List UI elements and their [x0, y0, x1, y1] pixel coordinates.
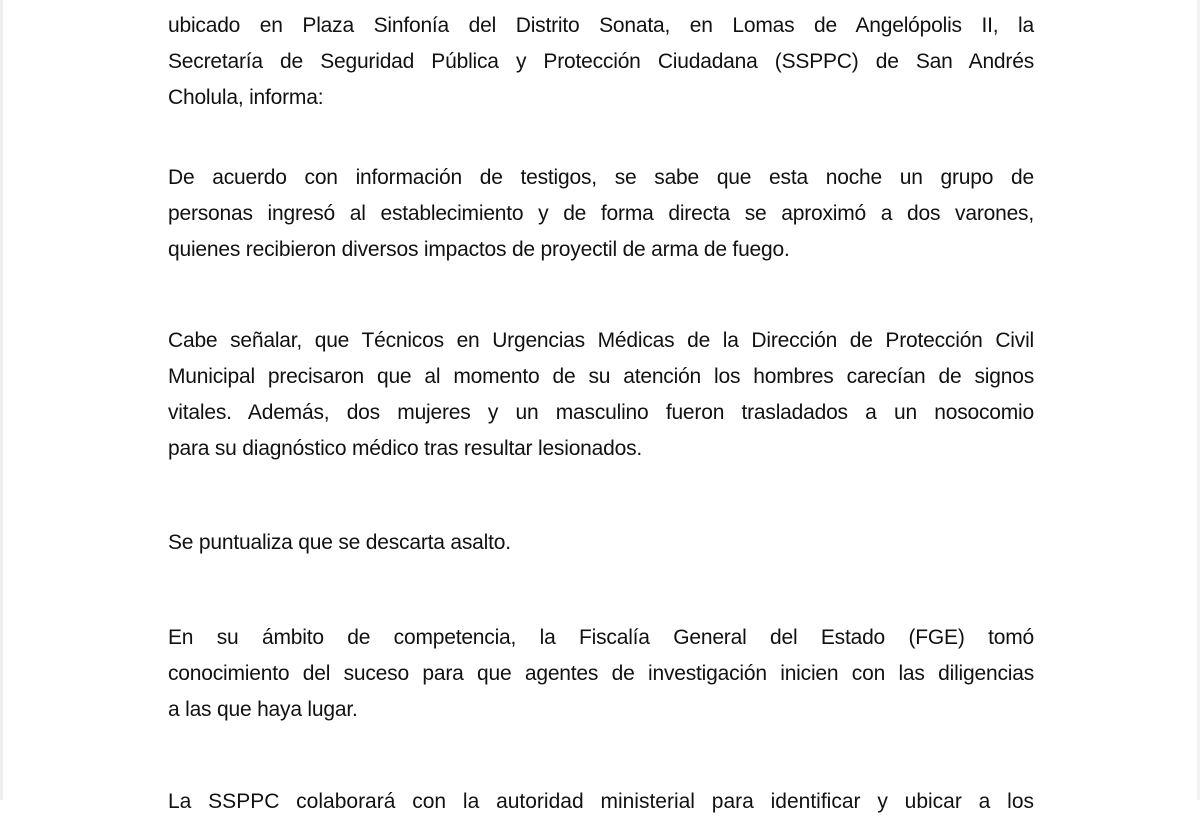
- text-line: para su diagnóstico médico tras resultar lesionados.: [168, 437, 643, 460]
- text-line: personas ingresó al establecimiento y de forma directa se aproximó a dos varones,: [168, 202, 1034, 225]
- cut-off-paragraph: [168, 784, 1034, 813]
- text-line: En su ámbito de competencia, la Fiscalía General del Estado (FGE) tomó: [168, 626, 1034, 649]
- text-line: De acuerdo con información de testigos, se sabe que esta noche un grupo de: [168, 166, 1034, 189]
- text-line: Municipal precisaron que al momento de su atención los hombres carecían de signos: [168, 365, 1034, 388]
- page-edge-left: [0, 0, 3, 800]
- text-line: ubicado en Plaza Sinfonía del Distrito Sonata, en Lomas de Angelópolis II, la: [168, 14, 1034, 37]
- text-line: La SSPPC colaborará con la autoridad ministerial para identificar y ubicar a los: [168, 790, 1034, 813]
- text-line: quienes recibieron diversos impactos de proyectil de arma de fuego.: [168, 238, 790, 261]
- text-line: a las que haya lugar.: [168, 698, 358, 721]
- paragraph-witnesses: [168, 160, 1034, 268]
- text-line: Se puntualiza que se descarta asalto.: [168, 531, 511, 554]
- text-line: Cholula, informa:: [168, 86, 324, 109]
- text-line: Cabe señalar, que Técnicos en Urgencias Médicas de la Dirección de Protección Civil: [168, 329, 1034, 352]
- paragraph-fge: [168, 620, 1034, 728]
- paragraph-location: [168, 8, 1034, 116]
- text-line: Secretaría de Seguridad Pública y Protección Ciudadana (SSPPC) de San Andrés: [168, 50, 1034, 73]
- paragraph-no-robbery: [168, 525, 1034, 561]
- paragraph-medical: [168, 323, 1034, 467]
- text-line: conocimiento del suceso para que agentes de investigación inicien con las diligencias: [168, 662, 1034, 685]
- text-line: vitales. Además, dos mujeres y un masculino fueron trasladados a un nosocomio: [168, 401, 1034, 424]
